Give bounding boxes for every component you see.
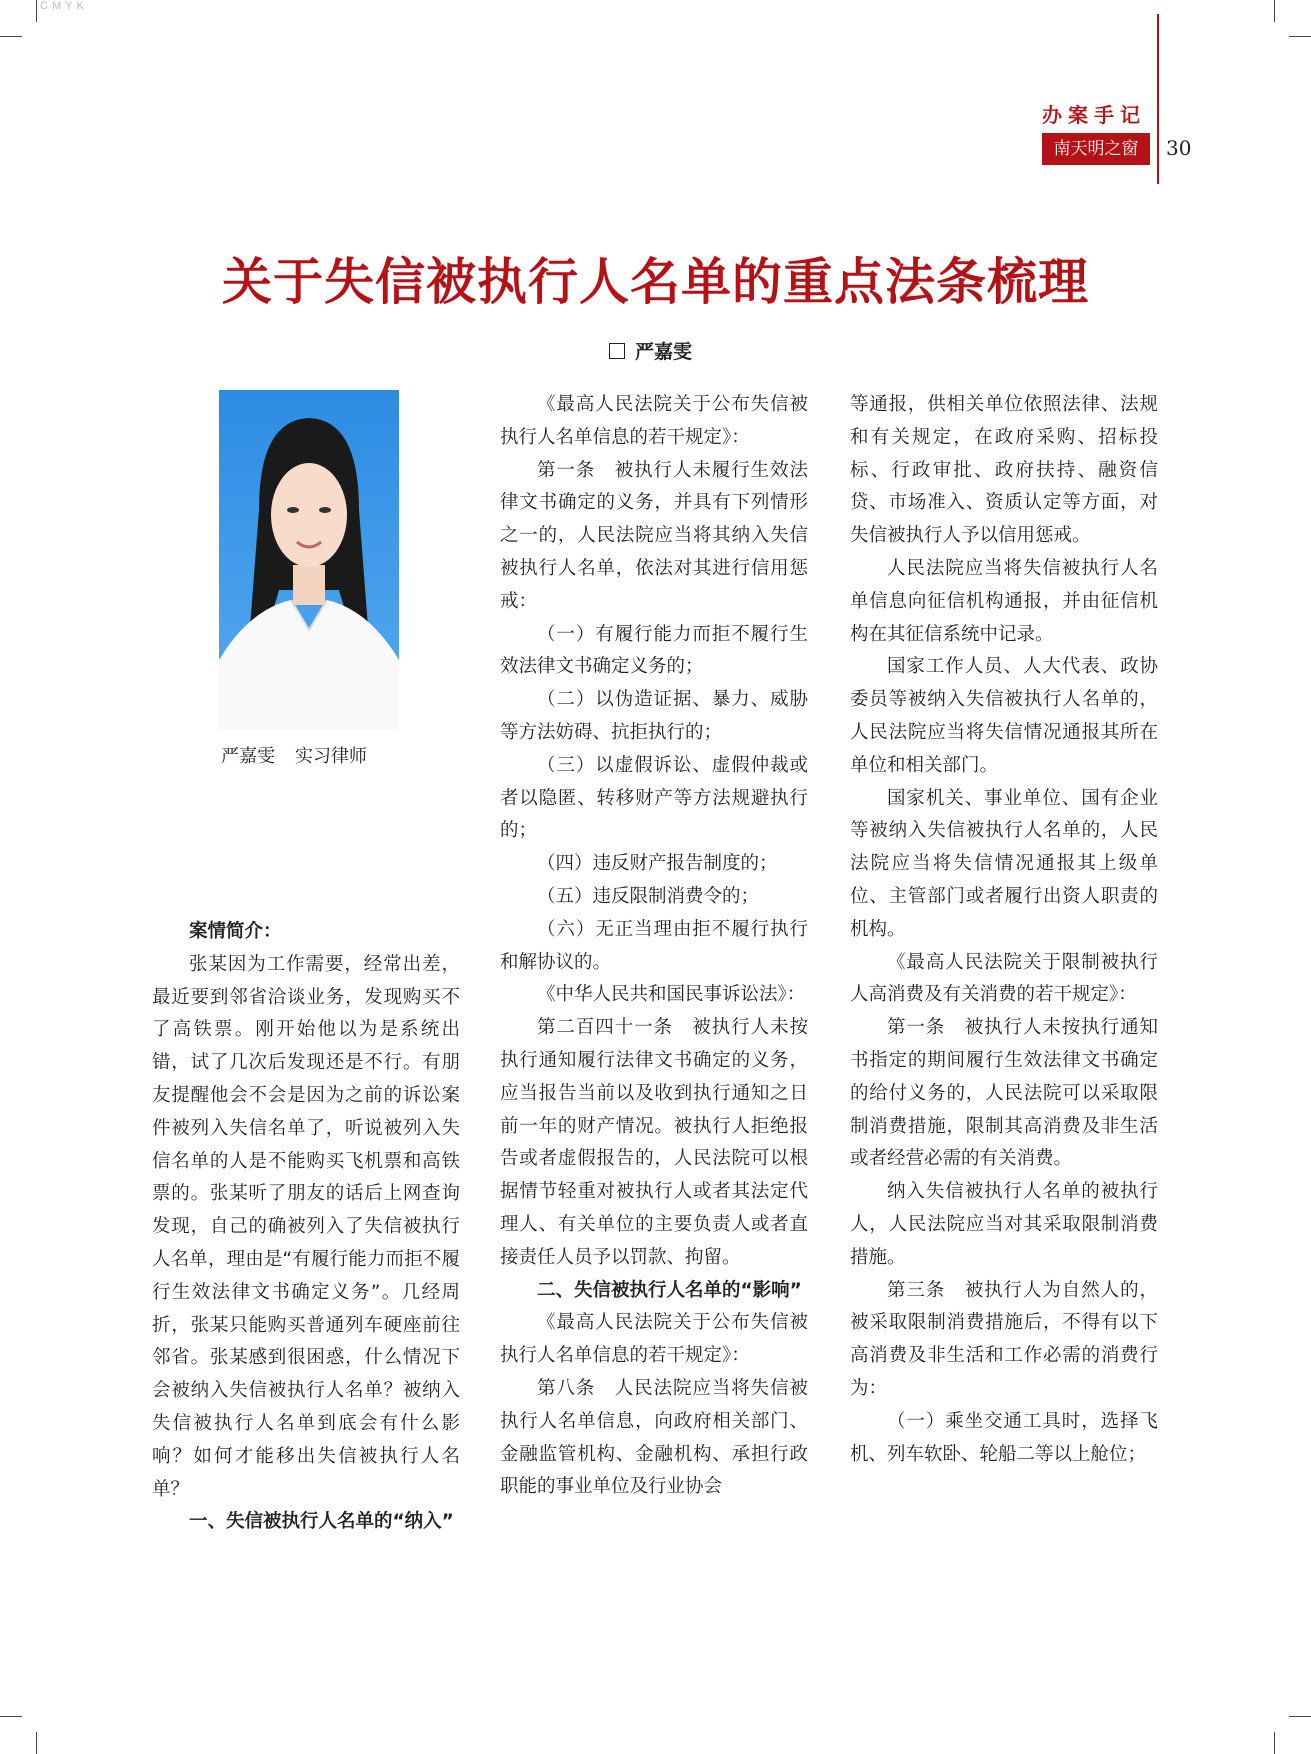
text-column-1 [152,916,460,1539]
paragraph: 《最高人民法院关于限制被执行人高消费及有关消费的若干规定》： [850,951,1158,1006]
crop-mark [1274,0,1275,22]
article-author [609,337,692,364]
paragraph: （二）以伪造证据、暴力、威胁等方法妨碍、抗拒执行的； [500,689,808,743]
crop-mark [0,1716,22,1717]
paragraph: （一）乘坐交通工具时，选择飞机、列车软卧、轮船二等以上舱位； [850,1410,1158,1465]
paragraph: （一）有履行能力而拒不履行生效法律文书确定义务的； [500,623,808,678]
page-number: 30 [1166,136,1192,160]
paragraph: 国家机关、事业单位、国有企业等被纳入失信被执行人名单的，人民法院应当将失信情况通报其上级单位、主管部门或者履行出资人职责的机构。 [850,787,1158,940]
text-column-3 [850,389,1158,1471]
cmyk-registration-label: CMYK [40,0,88,12]
paragraph: （四）违反财产报告制度的； [537,853,778,875]
paragraph: 第一条 被执行人未按执行通知书指定的期间履行生效法律文书确定的给付义务的，人民法院可以采取限制消费措施，限制其高消费及非生活或者经营必需的有关消费。 [850,1017,1158,1170]
crop-mark [1289,1716,1311,1717]
portrait-illustration [219,390,399,730]
author-name: 严嘉雯 [635,341,693,363]
paragraph: 《最高人民法院关于公布失信被执行人名单信息的若干规定》： [500,394,808,448]
header-divider [1157,14,1159,184]
crop-mark [1289,36,1311,37]
article-title: 关于失信被执行人名单的重点法条梳理 [222,253,1089,311]
caption-role: 实习律师 [295,746,367,767]
paragraph: 《中华人民共和国民事诉讼法》： [537,984,806,1006]
paragraph: 第一条 被执行人未履行生效法律文书确定的义务，并具有下列情形之一的，人民法院应当将其纳入失信被执行人名单，依法对其进行信用惩戒： [500,459,808,612]
text-column-2 [500,389,808,1504]
caption-name: 严嘉雯 [221,746,275,767]
author-photo [219,390,399,730]
paragraph: 纳入失信被执行人名单的被执行人，人民法院应当对其采取限制消费措施。 [850,1181,1158,1268]
paragraph: 张某因为工作需要，经常出差，最近要到邻省洽谈业务，发现购买不了高铁票。刚开始他以为是系统出错，试了几次后发现还是不行。有朋友提醒他会不会是因为之前的诉讼案件被列入失信名单了，听说被列入失信名单的人是不能购买飞机票和高铁票的。张某听了朋友的话后上网查询发现，自己的确被列入了失信被执行人名单，理由是“有履行能力而拒不履行生效法律文书确定义务”。几经周折，张某只能购买普通列车硬座前往邻省。张某感到很困惑，什么情况下会被纳入失信被执行人名单？被纳入失信被执行人名单到底会有什么影响？如何才能移出失信被执行人名单？ [152,953,460,1500]
paragraph: （六）无正当理由拒不履行执行和解协议的。 [500,918,808,973]
column-badge: 南天明之窗 [1042,133,1150,165]
paragraph: 《最高人民法院关于公布失信被执行人名单信息的若干规定》： [500,1312,808,1367]
paragraph: 第三条 被执行人为自然人的，被采取限制消费措施后，不得有以下高消费及非生活和工作必需的消费行为： [850,1279,1158,1399]
photo-caption [221,742,367,768]
section-heading-1: 一、失信被执行人名单的“纳入” [189,1511,454,1533]
crop-mark [36,1732,37,1754]
paragraph: 第八条 人民法院应当将失信被执行人名单信息，向政府相关部门、金融监管机构、金融机构、承担行政职能的事业单位及行业协会 [500,1377,808,1498]
author-box-icon [609,343,625,359]
section-heading-2: 二、失信被执行人名单的“影响” [537,1279,802,1301]
paragraph: 人民法院应当将失信被执行人名单信息向征信机构通报，并由征信机构在其征信系统中记录。 [850,557,1158,645]
paragraph: （五）违反限制消费令的； [537,885,760,907]
paragraph: 第二百四十一条 被执行人未按执行通知履行法律文书确定的义务，应当报告当前以及收到执行通知之日前一年的财产情况。被执行人拒绝报告或者虚假报告的，人民法院可以根据情节轻重对被执行人或者其法定代理人、有关单位的主要负责人或者直接责任人员予以罚款、拘留。 [500,1017,808,1268]
paragraph: （三）以虚假诉讼、虚假仲裁或者以隐匿、转移财产等方法规避执行的； [500,754,808,842]
paragraph: 等通报，供相关单位依照法律、法规和有关规定，在政府采购、招标投标、行政审批、政府扶持、融资信贷、市场准入、资质认定等方面，对失信被执行人予以信用惩戒。 [850,394,1158,547]
crop-mark [0,36,22,37]
paragraph: 国家工作人员、人大代表、政协委员等被纳入失信被执行人名单的，人民法院应当将失信情况通报其所在单位和相关部门。 [850,656,1158,776]
crop-mark [1274,1732,1275,1754]
crop-mark [36,0,37,22]
case-intro-heading: 案情简介： [189,921,282,942]
section-title: 办案手记 [1042,103,1146,127]
